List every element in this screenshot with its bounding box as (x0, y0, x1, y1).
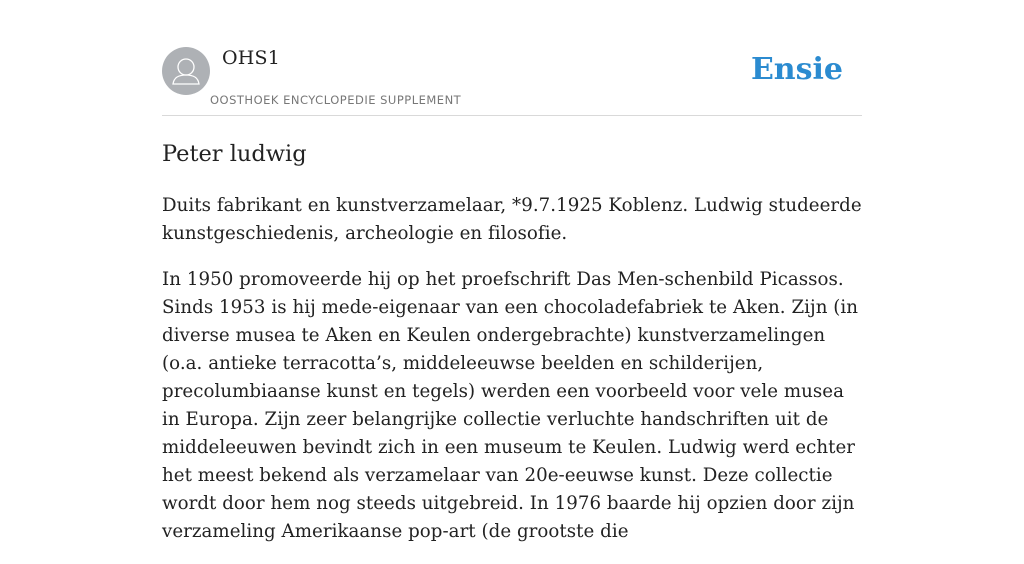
ensie-logo[interactable]: Ensie (750, 52, 843, 87)
article-paragraph: Duits fabrikant en kunstverzamelaar, *9.7.1925 Koblenz. Ludwig studeerde kunstgeschiedenis, archeologie en filosofie. (162, 195, 862, 244)
article-title: Peter ludwig (162, 141, 307, 167)
user-icon (162, 47, 210, 95)
source-label[interactable]: OOSTHOEK ENCYCLOPEDIE SUPPLEMENT (210, 93, 462, 107)
author-avatar[interactable] (162, 47, 210, 95)
author-name[interactable]: OHS1 (222, 47, 281, 69)
article-body (162, 192, 862, 564)
article-paragraph: In 1950 promoveerde hij op het proefschrift Das Men-schenbild Picassos. Sinds 1953 is hij mede-eigenaar van een chocoladefabriek te Aken. Zijn (in diverse musea te Aken en Keulen ondergebrachte) kunstverzamelingen (o.a. antieke terracotta’s, middeleeuwse beelden en schilderijen, precolumbiaanse kunst en tegels) werden een voorbeeld voor vele musea in Europa. Zijn zeer belangrijke collectie verluchte handschriften uit de middeleeuwen bevindt zich in een museum te Keulen. Ludwig werd echter het meest bekend als verzamelaar van 20e-eeuwse kunst. Deze collectie wordt door hem nog steeds uitgebreid. In 1976 baarde hij opzien door zijn verzameling Amerikaanse pop-art (de grootste die (162, 269, 859, 542)
page-header (162, 46, 862, 116)
